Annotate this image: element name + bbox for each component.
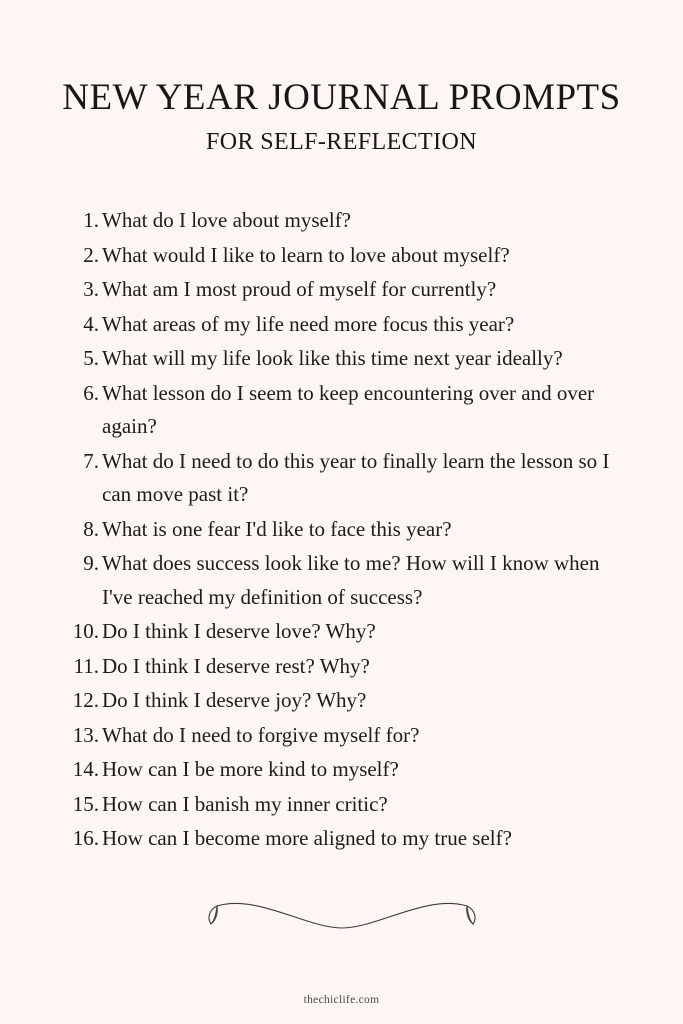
list-item xyxy=(0,239,683,273)
list-item-number: 16. xyxy=(72,826,99,850)
list-item xyxy=(0,445,683,512)
list-item-number: 4. xyxy=(83,311,99,336)
list-item xyxy=(0,547,683,614)
footer-credit: thechiclife.com xyxy=(303,994,380,1006)
list-item-number: 3. xyxy=(83,277,99,301)
list-item-text: Do I think I deserve joy? Why? xyxy=(102,688,367,712)
list-item xyxy=(0,684,683,718)
list-item-number: 2. xyxy=(83,242,99,267)
list-item-number: 9. xyxy=(83,551,99,575)
list-item-text: What do I need to do this year to finally learn the lesson so I can move past it? xyxy=(102,448,610,506)
list-item-number: 13. xyxy=(72,722,99,747)
list-item-text: What am I most proud of myself for currently? xyxy=(102,277,497,301)
list-item xyxy=(0,342,683,376)
list-item xyxy=(0,513,683,547)
list-item-text: Do I think I deserve rest? Why? xyxy=(102,653,370,678)
list-item-number: 14. xyxy=(72,757,99,781)
list-item-text: Do I think I deserve love? Why? xyxy=(102,619,376,643)
list-item-number: 10. xyxy=(72,619,99,643)
list-item-text: What lesson do I seem to keep encountering over and over again? xyxy=(102,380,595,438)
list-item-text: What do I need to forgive myself for? xyxy=(102,722,420,747)
leafy-flourish-divider-icon xyxy=(197,896,487,944)
list-item-number: 7. xyxy=(83,448,99,473)
list-item-text: What would I like to learn to love about myself? xyxy=(102,242,510,267)
page-header xyxy=(0,0,683,155)
list-item-text: How can I be more kind to myself? xyxy=(102,757,399,781)
list-item-number: 15. xyxy=(72,791,99,816)
list-item xyxy=(0,822,683,856)
list-item xyxy=(0,204,683,238)
list-item xyxy=(0,308,683,342)
list-item-text: What will my life look like this time next year ideally? xyxy=(102,346,563,370)
list-item-text: How can I become more aligned to my true self? xyxy=(102,826,512,850)
list-item-number: 5. xyxy=(83,346,99,370)
list-item-text: What does success look like to me? How will I know when I've reached my definition of success? xyxy=(102,551,600,609)
list-item-text: What areas of my life need more focus this year? xyxy=(102,311,515,336)
list-item xyxy=(0,273,683,307)
list-item-number: 8. xyxy=(83,516,99,541)
list-item xyxy=(0,615,683,649)
list-item-number: 12. xyxy=(72,688,99,712)
list-item-text: What do I love about myself? xyxy=(102,208,352,232)
list-item-text: What is one fear I'd like to face this year? xyxy=(102,516,452,541)
prompt-list xyxy=(0,204,683,857)
list-item xyxy=(0,753,683,787)
list-item-text: How can I banish my inner critic? xyxy=(102,791,388,816)
page-subtitle: FOR SELF-REFLECTION xyxy=(206,128,477,155)
list-item-number: 1. xyxy=(83,208,99,232)
list-item-number: 11. xyxy=(73,653,99,678)
list-item xyxy=(0,788,683,822)
list-item xyxy=(0,377,683,444)
page-title: NEW YEAR JOURNAL PROMPTS xyxy=(62,77,621,118)
ornament-divider xyxy=(0,896,683,944)
list-item xyxy=(0,650,683,684)
list-item xyxy=(0,719,683,753)
list-item-number: 6. xyxy=(83,380,99,405)
